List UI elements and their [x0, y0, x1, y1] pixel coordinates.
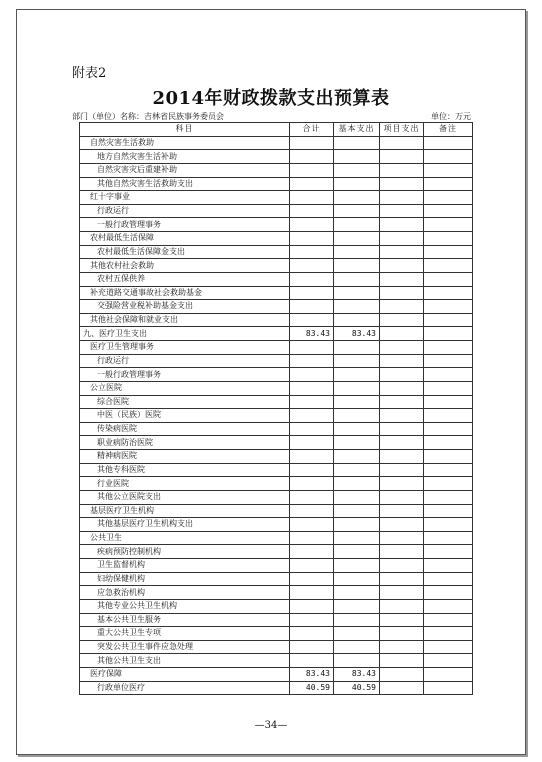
- row-total: [290, 531, 334, 545]
- row-subject: 其他农村社会救助: [80, 259, 290, 273]
- row-subject: 行政运行: [80, 354, 290, 368]
- row-basic: [334, 381, 380, 395]
- row-basic: [334, 545, 380, 559]
- row-basic: [334, 341, 380, 355]
- table-row: [80, 668, 473, 682]
- table-header-row: [80, 123, 473, 137]
- row-subject: 交强险营业税补助基金支出: [80, 300, 290, 314]
- row-subject: 公立医院: [80, 381, 290, 395]
- row-basic: [334, 150, 380, 164]
- row-project: [380, 409, 424, 423]
- table-row: [80, 163, 473, 177]
- row-basic: [334, 463, 380, 477]
- table-row: [80, 177, 473, 191]
- row-subject: 疾病预防控制机构: [80, 545, 290, 559]
- row-total: [290, 559, 334, 573]
- table-row: [80, 477, 473, 491]
- row-remark: [424, 191, 473, 205]
- row-remark: [424, 381, 473, 395]
- table-row: [80, 463, 473, 477]
- row-project: [380, 218, 424, 232]
- row-total: [290, 136, 334, 150]
- row-basic: [334, 368, 380, 382]
- row-basic: [334, 599, 380, 613]
- row-subject: 其他自然灾害生活救助支出: [80, 177, 290, 191]
- row-total: [290, 313, 334, 327]
- row-subject: 一般行政管理事务: [80, 368, 290, 382]
- page-title: 2014年财政拨款支出预算表: [152, 88, 390, 109]
- row-remark: [424, 286, 473, 300]
- row-remark: [424, 300, 473, 314]
- row-basic: 83.43: [334, 327, 380, 341]
- table-row: [80, 490, 473, 504]
- row-remark: [424, 395, 473, 409]
- row-basic: [334, 450, 380, 464]
- table-row: [80, 450, 473, 464]
- row-subject: 职业病防治医院: [80, 436, 290, 450]
- row-remark: [424, 504, 473, 518]
- row-project: [380, 136, 424, 150]
- row-total: [290, 504, 334, 518]
- department-name: 部门（单位）名称：吉林省民族事务委员会: [72, 112, 224, 121]
- table-row: [80, 545, 473, 559]
- row-basic: [334, 245, 380, 259]
- row-total: [290, 163, 334, 177]
- row-project: [380, 395, 424, 409]
- row-subject: 行业医院: [80, 477, 290, 491]
- row-total: 83.43: [290, 668, 334, 682]
- page-number: —34—: [254, 720, 288, 731]
- row-subject: 公共卫生: [80, 531, 290, 545]
- row-basic: [334, 272, 380, 286]
- table-row: [80, 313, 473, 327]
- row-subject: 基层医疗卫生机构: [80, 504, 290, 518]
- row-total: [290, 191, 334, 205]
- row-total: [290, 150, 334, 164]
- row-project: [380, 354, 424, 368]
- row-subject: 地方自然灾害生活补助: [80, 150, 290, 164]
- row-project: [380, 545, 424, 559]
- row-total: [290, 572, 334, 586]
- row-total: [290, 232, 334, 246]
- row-basic: [334, 232, 380, 246]
- table-row: [80, 654, 473, 668]
- row-total: 40.59: [290, 681, 334, 695]
- row-basic: [334, 204, 380, 218]
- row-project: [380, 531, 424, 545]
- row-remark: [424, 640, 473, 654]
- row-remark: [424, 218, 473, 232]
- table-row: [80, 327, 473, 341]
- table-row: [80, 259, 473, 273]
- row-basic: [334, 259, 380, 273]
- table-row: [80, 586, 473, 600]
- row-project: [380, 327, 424, 341]
- row-total: [290, 204, 334, 218]
- row-project: [380, 654, 424, 668]
- row-basic: [334, 177, 380, 191]
- row-subject: 基本公共卫生服务: [80, 613, 290, 627]
- unit-label: 单位：万元: [431, 112, 471, 121]
- row-total: [290, 545, 334, 559]
- row-total: [290, 599, 334, 613]
- row-remark: [424, 150, 473, 164]
- table-row: [80, 436, 473, 450]
- table-row: [80, 572, 473, 586]
- row-project: [380, 463, 424, 477]
- row-remark: [424, 627, 473, 641]
- row-project: [380, 177, 424, 191]
- row-subject: 医疗保障: [80, 668, 290, 682]
- row-project: [380, 613, 424, 627]
- row-remark: [424, 341, 473, 355]
- row-total: 83.43: [290, 327, 334, 341]
- row-total: [290, 381, 334, 395]
- row-project: [380, 286, 424, 300]
- row-total: [290, 218, 334, 232]
- row-project: [380, 381, 424, 395]
- row-remark: [424, 450, 473, 464]
- row-remark: [424, 654, 473, 668]
- row-project: [380, 681, 424, 695]
- row-total: [290, 640, 334, 654]
- row-project: [380, 640, 424, 654]
- table-row: [80, 559, 473, 573]
- row-total: [290, 627, 334, 641]
- row-project: [380, 300, 424, 314]
- row-project: [380, 450, 424, 464]
- table-row: [80, 272, 473, 286]
- row-project: [380, 627, 424, 641]
- row-basic: [334, 613, 380, 627]
- row-project: [380, 559, 424, 573]
- row-remark: [424, 668, 473, 682]
- row-project: [380, 368, 424, 382]
- row-subject: 农村最低生活保障: [80, 232, 290, 246]
- row-subject: 自然灾害灾后重建补助: [80, 163, 290, 177]
- row-total: [290, 341, 334, 355]
- row-subject: 医疗卫生管理事务: [80, 341, 290, 355]
- table-row: [80, 613, 473, 627]
- row-basic: [334, 313, 380, 327]
- row-project: [380, 313, 424, 327]
- row-remark: [424, 477, 473, 491]
- row-basic: 83.43: [334, 668, 380, 682]
- row-remark: [424, 559, 473, 573]
- row-subject: 自然灾害生活救助: [80, 136, 290, 150]
- row-total: [290, 259, 334, 273]
- row-basic: [334, 163, 380, 177]
- row-remark: [424, 368, 473, 382]
- row-project: [380, 518, 424, 532]
- row-basic: [334, 572, 380, 586]
- table-row: [80, 368, 473, 382]
- row-basic: [334, 422, 380, 436]
- table-row: [80, 599, 473, 613]
- row-total: [290, 654, 334, 668]
- table-row: [80, 204, 473, 218]
- row-total: [290, 490, 334, 504]
- row-project: [380, 272, 424, 286]
- row-basic: [334, 409, 380, 423]
- row-remark: [424, 613, 473, 627]
- row-total: [290, 409, 334, 423]
- table-row: [80, 354, 473, 368]
- row-subject: 突发公共卫生事件应急处理: [80, 640, 290, 654]
- budget-table: [79, 122, 473, 695]
- table-row: [80, 232, 473, 246]
- row-remark: [424, 259, 473, 273]
- table-row: [80, 150, 473, 164]
- row-remark: [424, 136, 473, 150]
- row-project: [380, 599, 424, 613]
- row-remark: [424, 518, 473, 532]
- column-header-subject: 科目: [80, 123, 290, 137]
- row-remark: [424, 313, 473, 327]
- row-total: [290, 477, 334, 491]
- row-basic: [334, 490, 380, 504]
- table-row: [80, 218, 473, 232]
- row-subject: 妇幼保健机构: [80, 572, 290, 586]
- row-basic: [334, 191, 380, 205]
- table-row: [80, 136, 473, 150]
- row-basic: [334, 300, 380, 314]
- row-project: [380, 490, 424, 504]
- row-subject: 应急救治机构: [80, 586, 290, 600]
- row-subject: 综合医院: [80, 395, 290, 409]
- row-basic: [334, 504, 380, 518]
- table-row: [80, 422, 473, 436]
- row-project: [380, 150, 424, 164]
- table-row: [80, 286, 473, 300]
- table-row: [80, 531, 473, 545]
- row-basic: [334, 586, 380, 600]
- table-row: [80, 627, 473, 641]
- row-total: [290, 245, 334, 259]
- row-total: [290, 422, 334, 436]
- row-basic: [334, 531, 380, 545]
- row-subject: 其他基层医疗卫生机构支出: [80, 518, 290, 532]
- row-subject: 中医（民族）医院: [80, 409, 290, 423]
- row-basic: [334, 136, 380, 150]
- row-project: [380, 668, 424, 682]
- column-header-project: 项目支出: [380, 123, 424, 137]
- table-row: [80, 681, 473, 695]
- row-remark: [424, 272, 473, 286]
- row-remark: [424, 531, 473, 545]
- row-subject: 红十字事业: [80, 191, 290, 205]
- table-row: [80, 300, 473, 314]
- row-subject: 其他社会保障和就业支出: [80, 313, 290, 327]
- row-project: [380, 245, 424, 259]
- row-subject: 其他公共卫生支出: [80, 654, 290, 668]
- row-subject: 九、医疗卫生支出: [80, 327, 290, 341]
- row-subject: 其他专科医院: [80, 463, 290, 477]
- row-total: [290, 368, 334, 382]
- table-row: [80, 245, 473, 259]
- row-subject: 农村五保供养: [80, 272, 290, 286]
- row-basic: [334, 218, 380, 232]
- row-basic: [334, 436, 380, 450]
- row-remark: [424, 599, 473, 613]
- row-project: [380, 586, 424, 600]
- row-remark: [424, 436, 473, 450]
- table-row: [80, 395, 473, 409]
- row-project: [380, 191, 424, 205]
- row-subject: 农村最低生活保障金支出: [80, 245, 290, 259]
- column-header-remark: 备注: [424, 123, 473, 137]
- row-remark: [424, 572, 473, 586]
- row-total: [290, 286, 334, 300]
- row-subject: 传染病医院: [80, 422, 290, 436]
- table-row: [80, 640, 473, 654]
- row-basic: [334, 654, 380, 668]
- table-row: [80, 518, 473, 532]
- table-row: [80, 504, 473, 518]
- table-row: [80, 191, 473, 205]
- row-remark: [424, 409, 473, 423]
- row-total: [290, 395, 334, 409]
- row-remark: [424, 232, 473, 246]
- row-remark: [424, 354, 473, 368]
- row-remark: [424, 545, 473, 559]
- row-remark: [424, 177, 473, 191]
- row-basic: [334, 627, 380, 641]
- row-subject: 其他公立医院支出: [80, 490, 290, 504]
- row-project: [380, 422, 424, 436]
- row-project: [380, 232, 424, 246]
- row-total: [290, 450, 334, 464]
- row-basic: [334, 518, 380, 532]
- row-project: [380, 436, 424, 450]
- row-subject: 补充道路交通事故社会救助基金: [80, 286, 290, 300]
- row-remark: [424, 586, 473, 600]
- table-row: [80, 409, 473, 423]
- row-remark: [424, 490, 473, 504]
- row-total: [290, 300, 334, 314]
- row-remark: [424, 204, 473, 218]
- row-total: [290, 586, 334, 600]
- row-total: [290, 613, 334, 627]
- row-subject: 行政运行: [80, 204, 290, 218]
- table-row: [80, 341, 473, 355]
- row-basic: [334, 395, 380, 409]
- row-basic: [334, 477, 380, 491]
- row-basic: [334, 640, 380, 654]
- table-row: [80, 381, 473, 395]
- row-remark: [424, 245, 473, 259]
- row-basic: [334, 559, 380, 573]
- row-total: [290, 354, 334, 368]
- row-basic: [334, 286, 380, 300]
- row-subject: 一般行政管理事务: [80, 218, 290, 232]
- row-subject: 精神病医院: [80, 450, 290, 464]
- row-total: [290, 463, 334, 477]
- row-subject: 行政单位医疗: [80, 681, 290, 695]
- row-project: [380, 477, 424, 491]
- row-basic: 40.59: [334, 681, 380, 695]
- row-remark: [424, 422, 473, 436]
- row-total: [290, 177, 334, 191]
- column-header-basic: 基本支出: [334, 123, 380, 137]
- column-header-total: 合计: [290, 123, 334, 137]
- row-total: [290, 518, 334, 532]
- row-total: [290, 436, 334, 450]
- row-remark: [424, 163, 473, 177]
- row-project: [380, 504, 424, 518]
- row-subject: 重大公共卫生专项: [80, 627, 290, 641]
- appendix-label: 附表2: [72, 66, 107, 81]
- row-remark: [424, 681, 473, 695]
- row-remark: [424, 327, 473, 341]
- row-project: [380, 259, 424, 273]
- row-project: [380, 163, 424, 177]
- row-subject: 卫生监督机构: [80, 559, 290, 573]
- row-project: [380, 572, 424, 586]
- row-project: [380, 204, 424, 218]
- row-remark: [424, 463, 473, 477]
- row-basic: [334, 354, 380, 368]
- row-total: [290, 272, 334, 286]
- row-project: [380, 341, 424, 355]
- row-subject: 其他专业公共卫生机构: [80, 599, 290, 613]
